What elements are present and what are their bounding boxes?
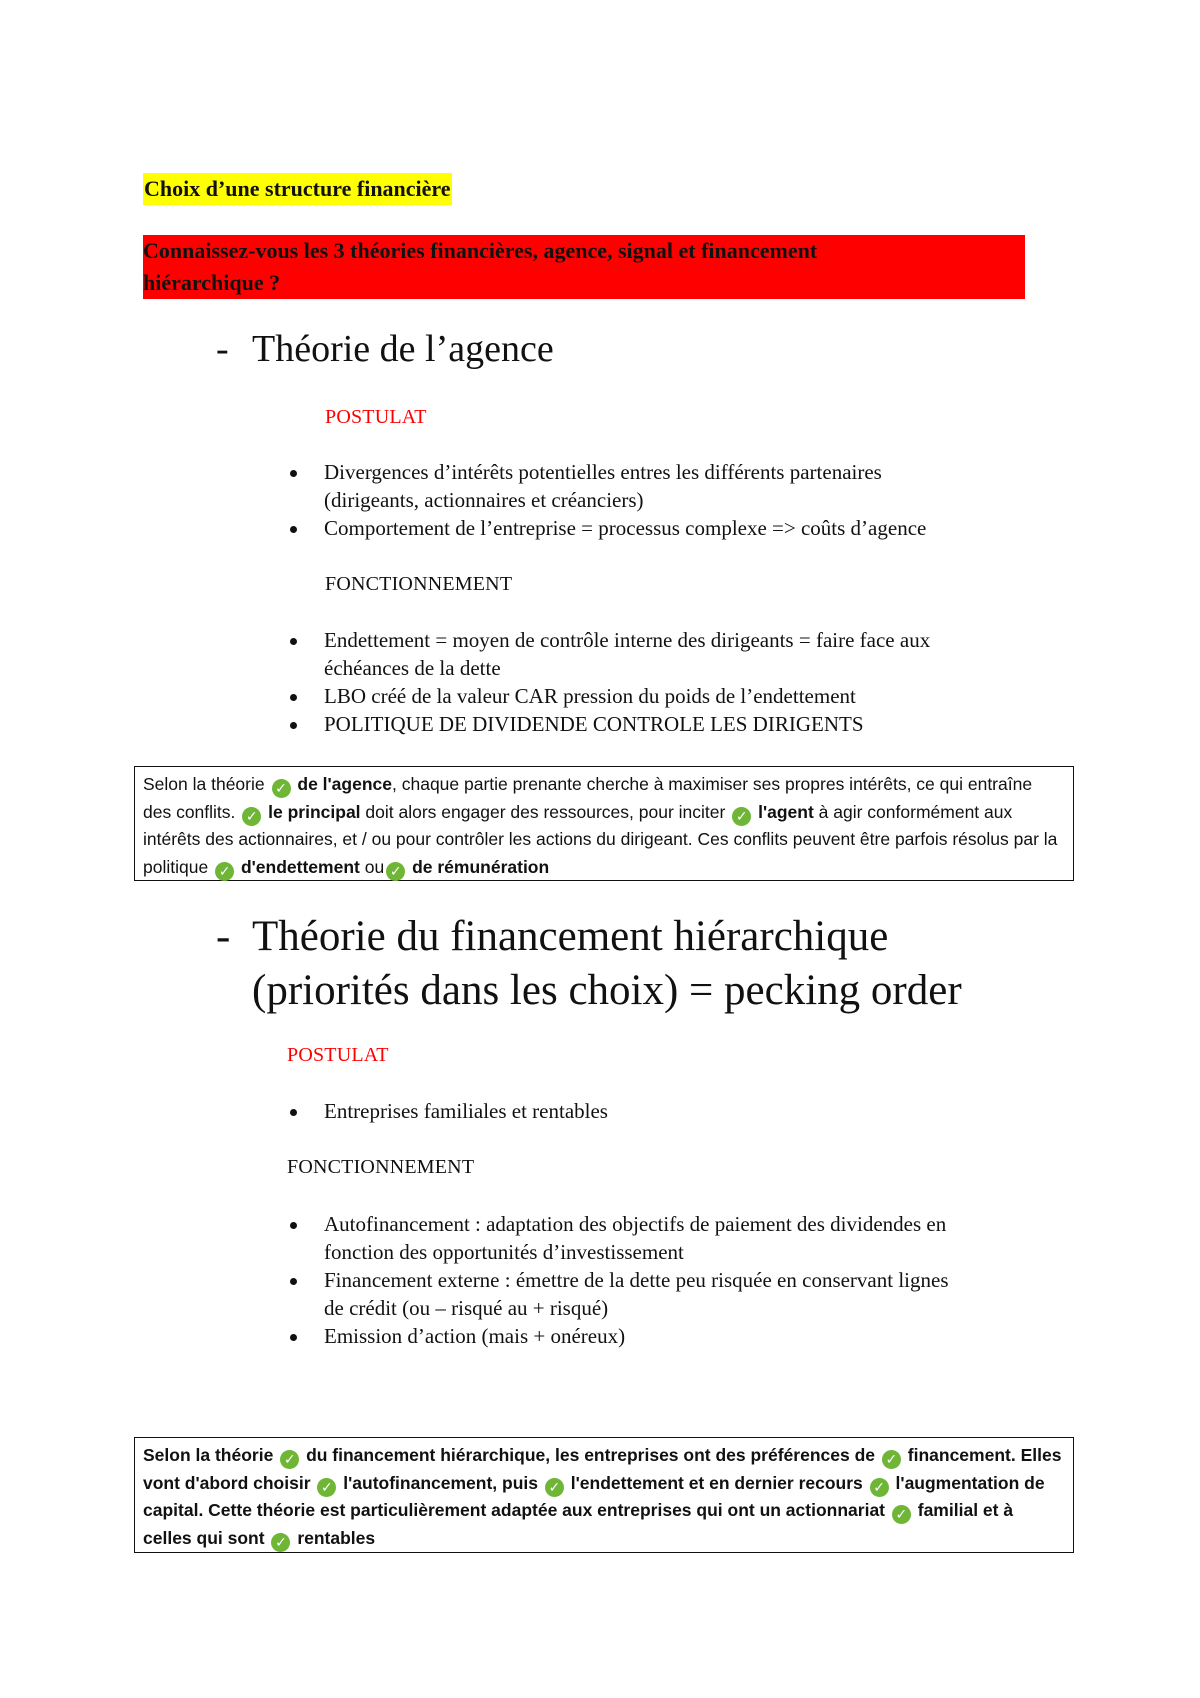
list-item: Financement externe : émettre de la dette peu risquée en conservant lignes de crédit (ou – risqué au + risqué) [290,1266,1060,1322]
section-heading-financement [216,910,962,1018]
postulat-list [290,458,1060,542]
list-item: Endettement = moyen de contrôle interne des dirigeants = faire face aux échéances de la dette [290,626,1060,682]
bullet-icon [290,1278,297,1285]
check-circle-icon: ✓ [280,1450,299,1469]
list-item: Divergences d’intérêts potentielles entres les différents partenaires (dirigeants, actionnaires et créanciers) [290,458,1060,514]
list-item: Emission d’action (mais + onéreux) [290,1322,1060,1350]
list-item: Comportement de l’entreprise = processus complexe => coûts d’agence [290,514,1060,542]
check-circle-icon: ✓ [386,862,405,881]
list-item: POLITIQUE DE DIVIDENDE CONTROLE LES DIRIGENTS [290,710,1060,738]
bullet-icon [290,694,297,701]
question-line-1: Connaissez-vous les 3 théories financières, agence, signal et financement [143,238,818,263]
check-circle-icon: ✓ [242,807,261,826]
question-line-2: hiérarchique ? [143,270,281,295]
heading-dash: - [216,913,231,960]
heading-text-line-1: Théorie du financement hiérarchique [252,913,889,960]
check-circle-icon: ✓ [882,1450,901,1469]
heading-dash: - [216,328,229,370]
check-circle-icon: ✓ [732,807,751,826]
bullet-icon [290,638,297,645]
bullet-icon [290,1109,297,1116]
title-highlight [143,173,452,205]
bullet-icon [290,1222,297,1229]
fonctionnement-list [290,1210,1060,1350]
bullet-icon [290,526,297,533]
bullet-icon [290,470,297,477]
check-circle-icon: ✓ [271,1533,290,1552]
list-item: LBO créé de la valeur CAR pression du poids de l’endettement [290,682,1060,710]
check-circle-icon: ✓ [870,1478,889,1497]
postulat-label: POSTULAT [287,1044,389,1066]
bullet-icon [290,1334,297,1341]
agence-summary-box: Selon la théorie ✓ de l'agence, chaque partie prenante cherche à maximiser ses propres intérêts, ce qui entraîne des conflits. ✓ le principal doit alors engager des ressources, pour inciter ✓ l'agent à agir conformément aux intérêts des actionnaires, et / ou pour contrôler les actions du dirigeant. Ces conflits peuvent être parfois résolus par la politique ✓ d'endettement ou ✓ de rémunération [134,766,1074,881]
document-title: Choix d’une structure financière [144,176,451,201]
check-circle-icon: ✓ [892,1505,911,1524]
list-item: Autofinancement : adaptation des objectifs de paiement des dividendes en fonction des opportunités d’investissement [290,1210,1060,1266]
question-highlight [143,235,1025,299]
bullet-icon [290,722,297,729]
financement-summary-box: Selon la théorie ✓ du financement hiérarchique, les entreprises ont des préférences de ✓ financement. Elles vont d'abord choisir ✓ l'autofinancement, puis ✓ l'endettement et en dernier recours ✓ l'augmentation de capital. Cette théorie est particulièrement adaptée aux entreprises qui ont un actionnariat ✓ familial et à celles qui sont ✓ rentables [134,1437,1074,1553]
check-circle-icon: ✓ [317,1478,336,1497]
section-heading-agence [216,322,554,376]
check-circle-icon: ✓ [545,1478,564,1497]
heading-text-line-2: (priorités dans les choix) = pecking order [252,967,962,1014]
postulat-label: POSTULAT [325,406,427,428]
fonctionnement-list [290,626,1060,738]
check-circle-icon: ✓ [272,779,291,798]
fonctionnement-label: FONCTIONNEMENT [325,573,513,595]
fonctionnement-label: FONCTIONNEMENT [287,1156,475,1178]
check-circle-icon: ✓ [215,862,234,881]
postulat-list [290,1097,1060,1125]
list-item: Entreprises familiales et rentables [290,1097,1060,1125]
heading-text: Théorie de l’agence [252,328,554,370]
